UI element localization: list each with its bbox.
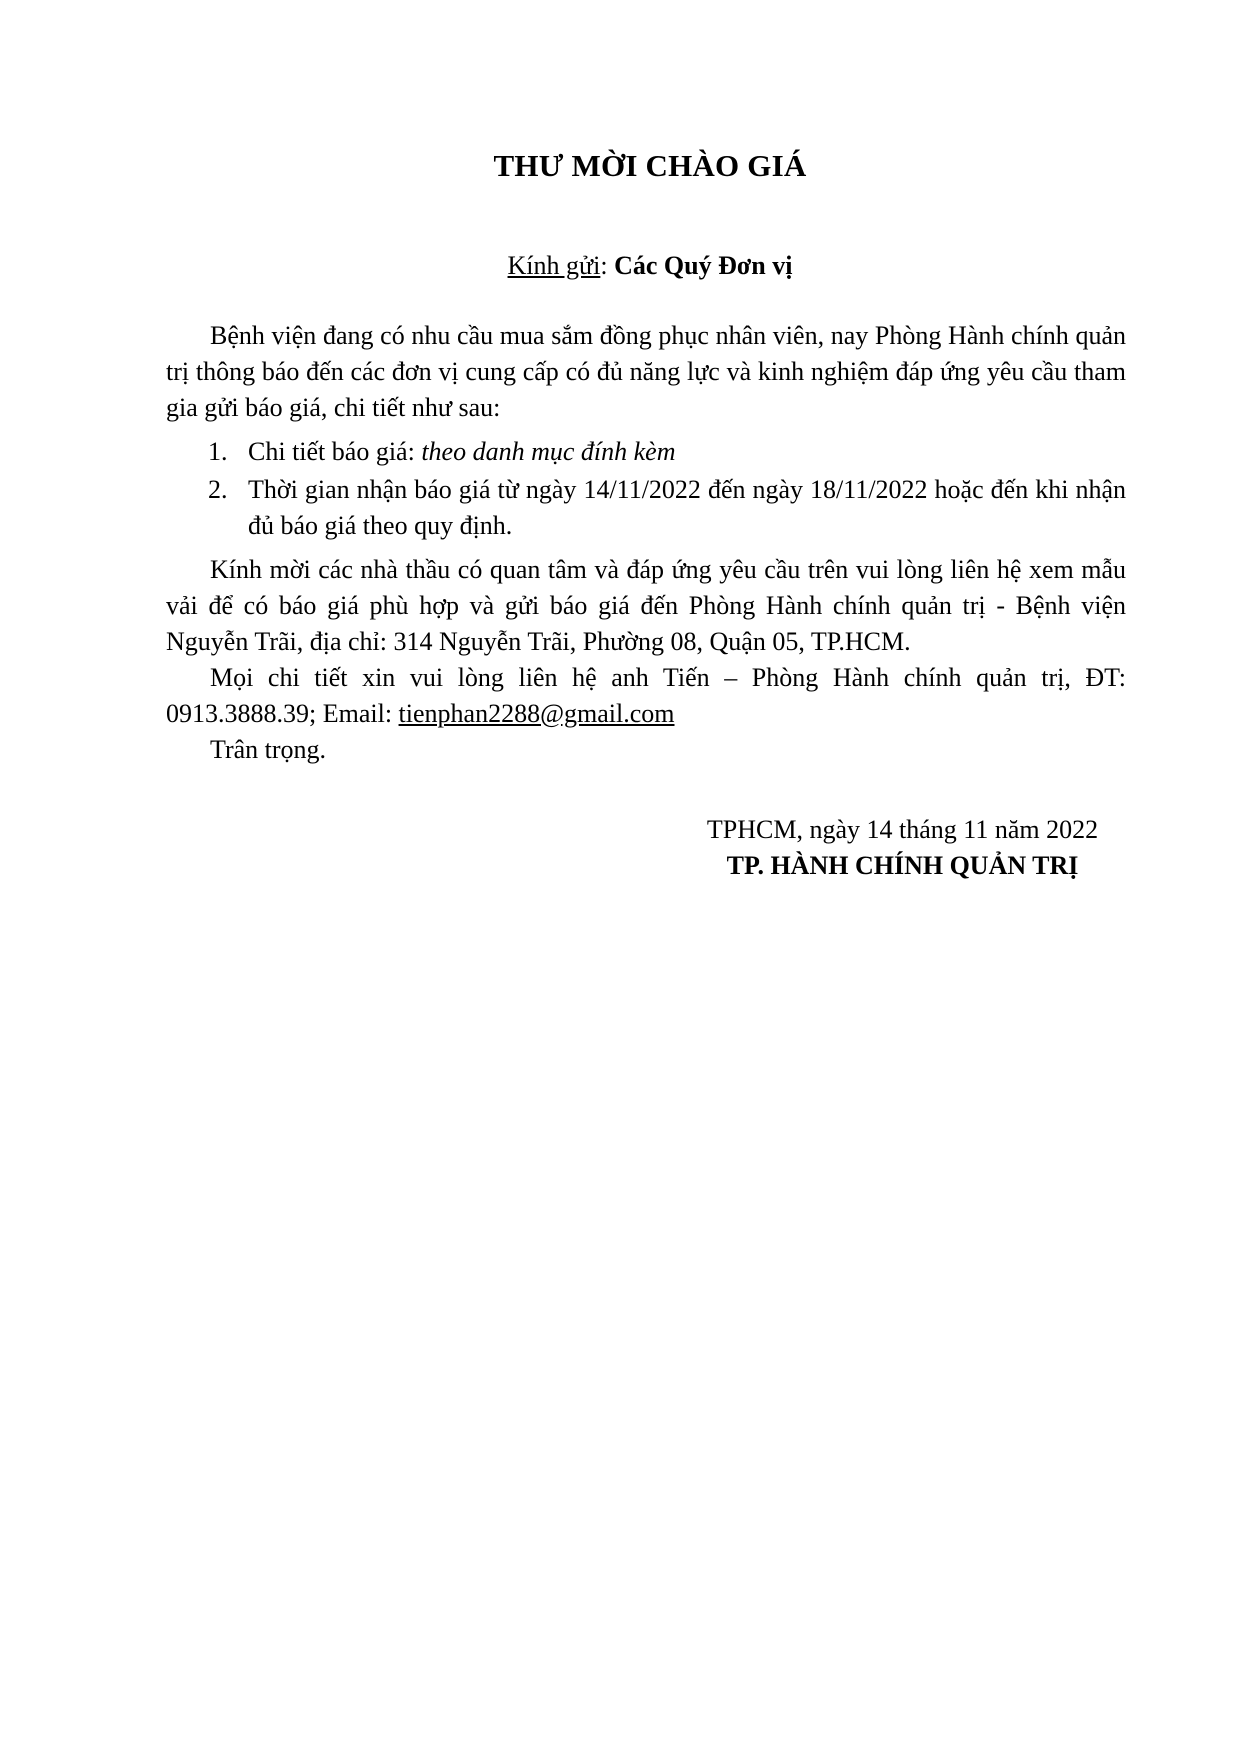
list-item-text: Thời gian nhận báo giá từ ngày 14/11/2022 đến ngày 18/11/2022 hoặc đến khi nhận đủ báo giá theo quy định. <box>248 475 1126 540</box>
contact-email-link[interactable]: tienphan2288@gmail.com <box>398 699 675 728</box>
recipient-label: Kính gửi <box>507 251 601 280</box>
letter-body <box>166 318 1126 768</box>
contact-text: Mọi chi tiết xin vui lòng liên hệ anh Tiến – Phòng Hành chính quản trị, ĐT: 0913.3888.39; Email: <box>166 663 1126 728</box>
list-item-number: 1. <box>208 437 228 466</box>
list-item-value: theo danh mục đính kèm <box>421 437 676 466</box>
recipient-separator: : <box>600 251 615 280</box>
document-title: THƯ MỜI CHÀO GIÁ <box>493 148 807 183</box>
contact-paragraph <box>166 660 1126 732</box>
recipient-line <box>0 251 1240 281</box>
list-item-number: 2. <box>208 475 228 504</box>
detail-list <box>166 434 1126 544</box>
closing-text: Trân trọng. <box>210 735 327 764</box>
invitation-paragraph: Kính mời các nhà thầu có quan tâm và đáp ứng yêu cầu trên vui lòng liên hệ xem mẫu vải để có báo giá phù hợp và gửi báo giá đến Phòng Hành chính quản trị - Bệnh viện Nguyễn Trãi, địa chỉ: 314 Nguyễn Trãi, Phường 08, Quận 05, TP.HCM. <box>166 555 1126 656</box>
intro-paragraph: Bệnh viện đang có nhu cầu mua sắm đồng phục nhân viên, nay Phòng Hành chính quản trị thông báo đến các đơn vị cung cấp có đủ năng lực và kinh nghiệm đáp ứng yêu cầu tham gia gửi báo giá, chi tiết như sau: <box>166 321 1126 422</box>
list-item-label: Chi tiết báo giá: <box>248 437 422 466</box>
signature-block <box>690 812 1115 884</box>
list-item <box>166 472 1126 544</box>
signatory-role: TP. HÀNH CHÍNH QUẢN TRỊ <box>726 851 1079 880</box>
list-item <box>166 434 1126 470</box>
recipient-name: Các Quý Đơn vị <box>614 251 793 280</box>
place-date: TPHCM, ngày 14 tháng 11 năm 2022 <box>706 815 1099 844</box>
